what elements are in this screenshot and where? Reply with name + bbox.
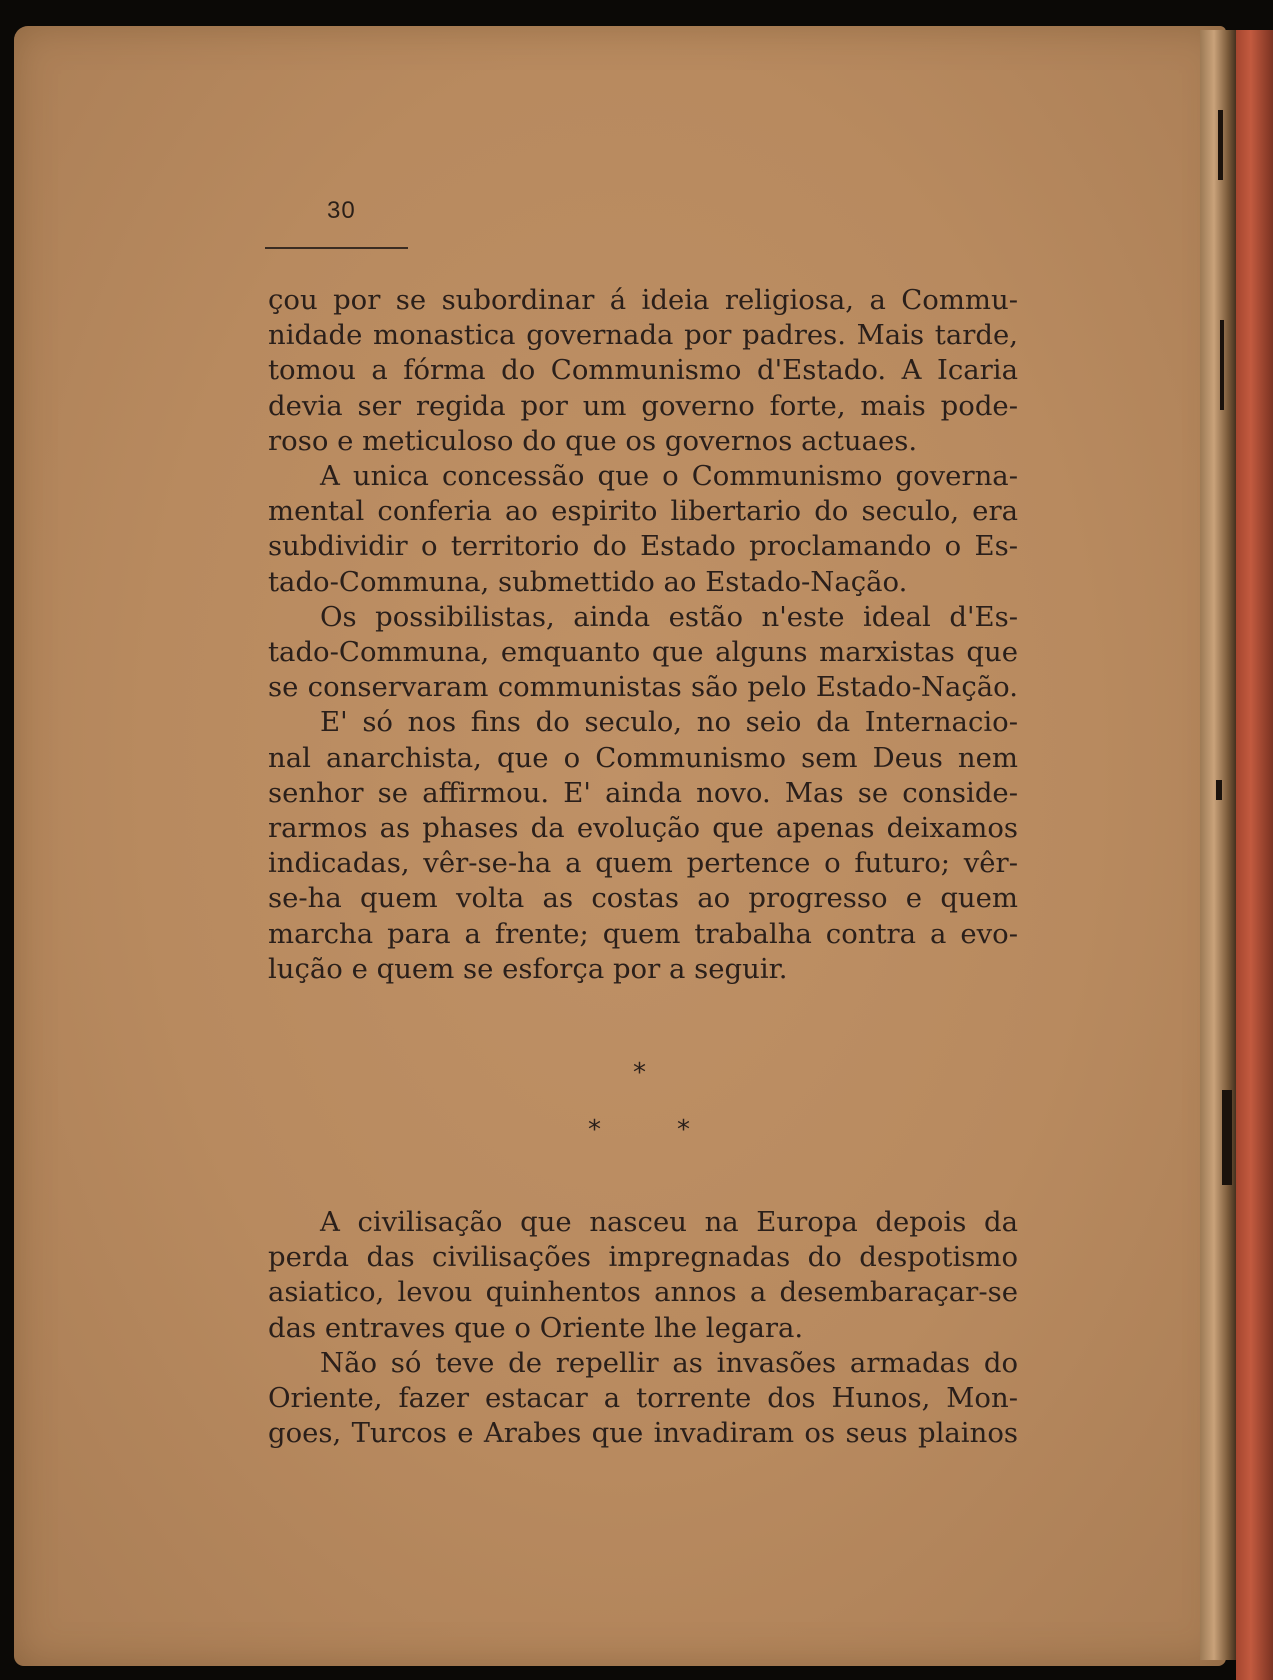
paragraph (268, 705, 1018, 987)
asterism-star: * (633, 1058, 646, 1088)
paragraph (268, 600, 1018, 706)
text-line: se-ha quem volta as costas ao progresso e quem (268, 882, 1018, 915)
gutter-stain (1218, 110, 1223, 180)
text-block-top (268, 283, 1018, 987)
book-gutter (1200, 30, 1240, 1660)
gutter-stain (1220, 320, 1224, 410)
text-line: subdividir o territorio do Estado proclamando o Es- (268, 530, 1018, 563)
text-line: indicadas, vêr-se-ha a quem pertence o futuro; vêr- (268, 847, 1018, 880)
text-line: goes, Turcos e Arabes que invadiram os seus plainos (268, 1417, 1018, 1450)
text-line: se conservaram communistas são pelo Estado-Nação. (268, 671, 1018, 704)
text-line: nidade monastica governada por padres. Mais tarde, (268, 319, 1018, 352)
text-line: asiatico, levou quinhentos annos a desembaraçar-se (268, 1276, 1018, 1309)
text-line: A civilisação que nasceu na Europa depois da (320, 1206, 1018, 1238)
text-line: Os possibilistas, ainda estão n'este ideal d'Es- (320, 600, 1018, 633)
asterism-star: * (588, 1115, 601, 1145)
text-line: devia ser regida por um governo forte, mais pode- (268, 389, 1018, 422)
text-line: nal anarchista, que o Communismo sem Deus nem (268, 741, 1018, 774)
text-line: E' só nos fins do seculo, no seio da Internacio- (320, 706, 1018, 739)
text-block-bottom (268, 1205, 1018, 1451)
gutter-stain (1222, 1090, 1232, 1185)
text-line: çou por se subordinar á ideia religiosa, a Commu- (268, 284, 1018, 316)
text-line: marcha para a frente; quem trabalha contra a evo- (268, 917, 1018, 950)
text-line: lução e quem se esforça por a seguir. (268, 952, 788, 985)
text-line: senhor se affirmou. E' ainda novo. Mas se conside- (268, 776, 1018, 809)
text-line: roso e meticuloso do que os governos actuaes. (268, 424, 918, 457)
next-page-edge (1236, 30, 1273, 1680)
paragraph (268, 459, 1018, 600)
text-line: A unica concessão que o Communismo governa- (320, 460, 1018, 493)
text-line: rarmos as phases da evolução que apenas deixamos (268, 812, 1018, 845)
text-line: das entraves que o Oriente lhe legara. (268, 1311, 804, 1344)
asterism-star: * (677, 1115, 690, 1145)
text-line: tomou a fórma do Communismo d'Estado. A Icaria (268, 354, 1018, 387)
text-line: tado-Communa, emquanto que alguns marxistas que (268, 636, 1018, 669)
paragraph (268, 1205, 1018, 1346)
text-line: Não só teve de repellir as invasões armadas do (320, 1346, 1018, 1379)
text-line: tado-Communa, submettido ao Estado-Nação. (268, 565, 908, 598)
gutter-stain (1216, 780, 1222, 800)
header-rule (265, 247, 408, 249)
page-number: 30 (327, 197, 356, 224)
text-line: perda das civilisações impregnadas do despotismo (268, 1241, 1018, 1274)
text-line: mental conferia ao espirito libertario do seculo, era (268, 495, 1018, 528)
paragraph (268, 1346, 1018, 1452)
paragraph (268, 283, 1018, 459)
text-line: Oriente, fazer estacar a torrente dos Hunos, Mon- (268, 1382, 1018, 1415)
